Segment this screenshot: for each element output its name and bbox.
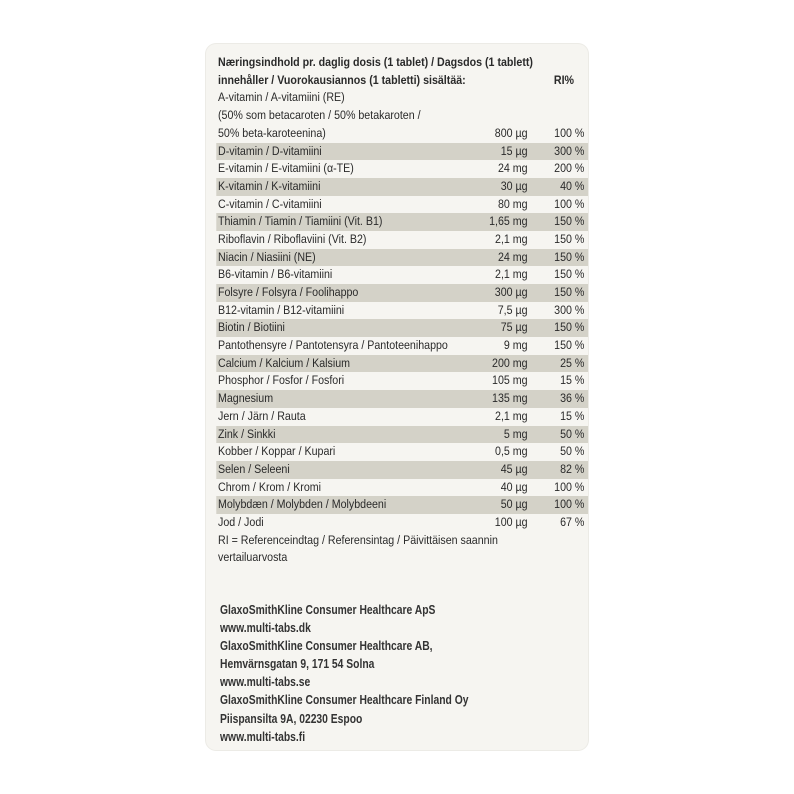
footnote-block bbox=[218, 532, 586, 567]
nutrition-label-card bbox=[206, 44, 588, 750]
footnote-line: vertailuarvosta bbox=[218, 550, 288, 565]
nutrient-ri-percent: 67 % bbox=[560, 514, 585, 529]
nutrient-rows bbox=[218, 125, 586, 532]
nutrient-amount: 100 µg bbox=[494, 514, 528, 529]
nutrient-row bbox=[216, 390, 588, 408]
company-line: www.multi-tabs.se bbox=[220, 675, 311, 690]
nutrient-amount: 24 mg bbox=[497, 161, 528, 176]
nutrient-ri-percent: 25 % bbox=[560, 355, 585, 370]
nutrient-amount: 2,1 mg bbox=[495, 267, 528, 282]
nutrient-ri-percent: 82 % bbox=[560, 461, 585, 476]
nutrient-ri-percent: 50 % bbox=[560, 444, 585, 459]
nutrient-name: Thiamin / Tiamin / Tiamiini (Vit. B1) bbox=[218, 214, 383, 229]
company-line: www.multi-tabs.fi bbox=[220, 729, 306, 744]
nutrient-ri-percent: 150 % bbox=[554, 214, 585, 229]
nutrient-ri-percent: 100 % bbox=[554, 196, 585, 211]
intro-line: (50% som betacaroten / 50% betakaroten / bbox=[218, 108, 421, 123]
nutrient-ri-percent: 100 % bbox=[554, 479, 585, 494]
nutrient-row bbox=[216, 426, 588, 444]
nutrient-amount: 30 µg bbox=[500, 178, 528, 193]
table-heading-line-1: Næringsindhold pr. daglig dosis (1 tablet) / Dagsdos (1 tablett) bbox=[218, 55, 533, 69]
nutrient-name: Biotin / Biotiini bbox=[218, 320, 285, 335]
nutrient-ri-percent: 150 % bbox=[554, 285, 585, 299]
nutrient-row bbox=[218, 479, 586, 497]
nutrient-amount: 40 µg bbox=[500, 479, 528, 494]
nutrient-amount: 0,5 mg bbox=[495, 444, 528, 459]
nutrient-amount: 300 µg bbox=[494, 285, 528, 299]
nutrient-name: Magnesium bbox=[218, 391, 274, 406]
company-line: www.multi-tabs.dk bbox=[220, 621, 311, 636]
nutrient-row bbox=[218, 337, 586, 355]
ri-column-title: RI% bbox=[553, 72, 575, 87]
nutrient-name: C-vitamin / C-vitamiini bbox=[218, 196, 322, 211]
nutrient-ri-percent: 40 % bbox=[560, 178, 585, 193]
nutrient-name: Phosphor / Fosfor / Fosfori bbox=[218, 373, 345, 388]
nutrient-name: Zink / Sinkki bbox=[218, 426, 276, 441]
nutrient-amount: 200 mg bbox=[492, 355, 528, 370]
nutrient-name: Jern / Järn / Rauta bbox=[218, 408, 306, 423]
nutrient-ri-percent: 300 % bbox=[554, 302, 585, 317]
company-line: Hemvärnsgatan 9, 171 54 Solna bbox=[220, 657, 375, 672]
nutrient-ri-percent: 50 % bbox=[560, 426, 585, 441]
nutrient-amount: 1,65 mg bbox=[489, 214, 528, 229]
nutrient-ri-percent: 15 % bbox=[560, 373, 585, 388]
nutrient-ri-percent: 15 % bbox=[560, 408, 585, 423]
nutrient-name: Calcium / Kalcium / Kalsium bbox=[218, 355, 351, 370]
nutrient-name: K-vitamin / K-vitamiini bbox=[218, 178, 321, 193]
nutrient-amount: 800 µg bbox=[494, 125, 528, 140]
nutrient-row bbox=[218, 160, 586, 178]
nutrient-row bbox=[218, 372, 586, 390]
nutrient-row bbox=[216, 143, 588, 161]
nutrient-name: Niacin / Niasiini (NE) bbox=[218, 249, 316, 264]
nutrient-name: Riboflavin / Riboflaviini (Vit. B2) bbox=[218, 231, 367, 246]
nutrient-amount: 2,1 mg bbox=[495, 231, 528, 246]
nutrition-table bbox=[218, 54, 585, 567]
nutrient-amount: 5 mg bbox=[503, 426, 528, 441]
nutrient-row bbox=[216, 461, 588, 479]
nutrient-row bbox=[218, 231, 586, 249]
nutrient-ri-percent: 200 % bbox=[554, 161, 585, 176]
nutrient-row bbox=[216, 319, 588, 337]
nutrient-ri-percent: 150 % bbox=[554, 267, 585, 282]
nutrient-amount: 9 mg bbox=[503, 338, 528, 353]
table-heading-text: innehåller / Vuorokausiannos (1 tabletti) sisältää: bbox=[218, 72, 466, 87]
nutrient-amount: 15 µg bbox=[500, 143, 528, 158]
footnote-line: RI = Referenceindtag / Referensintag / Päivittäisen saannin bbox=[218, 532, 498, 547]
nutrient-amount: 24 mg bbox=[497, 249, 528, 264]
nutrient-ri-percent: 150 % bbox=[554, 320, 585, 335]
nutrient-ri-percent: 36 % bbox=[560, 391, 585, 406]
nutrient-amount: 2,1 mg bbox=[495, 408, 528, 423]
company-line: Piispansilta 9A, 02230 Espoo bbox=[220, 711, 363, 726]
table-heading-line-2 bbox=[218, 72, 586, 90]
company-line: GlaxoSmithKline Consumer Healthcare AB, bbox=[220, 639, 433, 654]
company-info-block bbox=[220, 601, 468, 746]
nutrient-amount: 105 mg bbox=[492, 373, 528, 388]
nutrient-amount: 135 mg bbox=[492, 391, 528, 406]
nutrient-row bbox=[216, 284, 588, 302]
nutrient-amount: 80 mg bbox=[497, 196, 528, 211]
nutrient-row bbox=[216, 355, 588, 373]
nutrient-name: Kobber / Koppar / Kupari bbox=[218, 444, 336, 459]
nutrient-ri-percent: 150 % bbox=[554, 231, 585, 246]
nutrient-row bbox=[216, 249, 588, 267]
nutrient-row bbox=[218, 266, 586, 284]
company-line: GlaxoSmithKline Consumer Healthcare Finland Oy bbox=[220, 693, 469, 708]
company-line: GlaxoSmithKline Consumer Healthcare ApS bbox=[220, 603, 436, 617]
nutrient-ri-percent: 100 % bbox=[554, 497, 585, 512]
nutrient-amount: 75 µg bbox=[500, 320, 528, 335]
nutrient-name: 50% beta-karoteenina) bbox=[218, 125, 326, 140]
intro-line: A-vitamin / A-vitamiini (RE) bbox=[218, 90, 345, 105]
nutrient-row bbox=[218, 408, 586, 426]
nutrient-name: Chrom / Krom / Kromi bbox=[218, 479, 322, 494]
nutrient-ri-percent: 150 % bbox=[554, 338, 585, 353]
intro-block bbox=[218, 89, 586, 124]
nutrient-amount: 45 µg bbox=[500, 461, 528, 476]
nutrient-name: E-vitamin / E-vitamiini (α-TE) bbox=[218, 161, 354, 176]
nutrient-amount: 7,5 µg bbox=[497, 302, 528, 317]
nutrient-name: Molybdæn / Molybden / Molybdeeni bbox=[218, 497, 387, 512]
nutrient-name: Selen / Seleeni bbox=[218, 461, 290, 476]
nutrient-row bbox=[218, 302, 586, 320]
nutrient-amount: 50 µg bbox=[500, 497, 528, 512]
nutrient-ri-percent: 150 % bbox=[554, 249, 585, 264]
nutrient-row bbox=[218, 125, 586, 143]
nutrient-row bbox=[218, 514, 586, 532]
nutrient-row bbox=[216, 213, 588, 231]
nutrient-ri-percent: 300 % bbox=[554, 143, 585, 158]
nutrient-name: D-vitamin / D-vitamiini bbox=[218, 143, 322, 158]
nutrient-name: B6-vitamin / B6-vitamiini bbox=[218, 267, 333, 282]
nutrient-row bbox=[218, 443, 586, 461]
nutrient-name: B12-vitamin / B12-vitamiini bbox=[218, 302, 345, 317]
nutrient-name: Folsyre / Folsyra / Foolihappo bbox=[218, 285, 359, 299]
nutrient-name: Jod / Jodi bbox=[218, 514, 264, 529]
nutrient-row bbox=[216, 496, 588, 514]
nutrient-name: Pantothensyre / Pantotensyra / Pantoteenihappo bbox=[218, 338, 448, 353]
nutrient-row bbox=[216, 178, 588, 196]
nutrient-row bbox=[218, 196, 586, 214]
nutrient-ri-percent: 100 % bbox=[554, 125, 585, 140]
